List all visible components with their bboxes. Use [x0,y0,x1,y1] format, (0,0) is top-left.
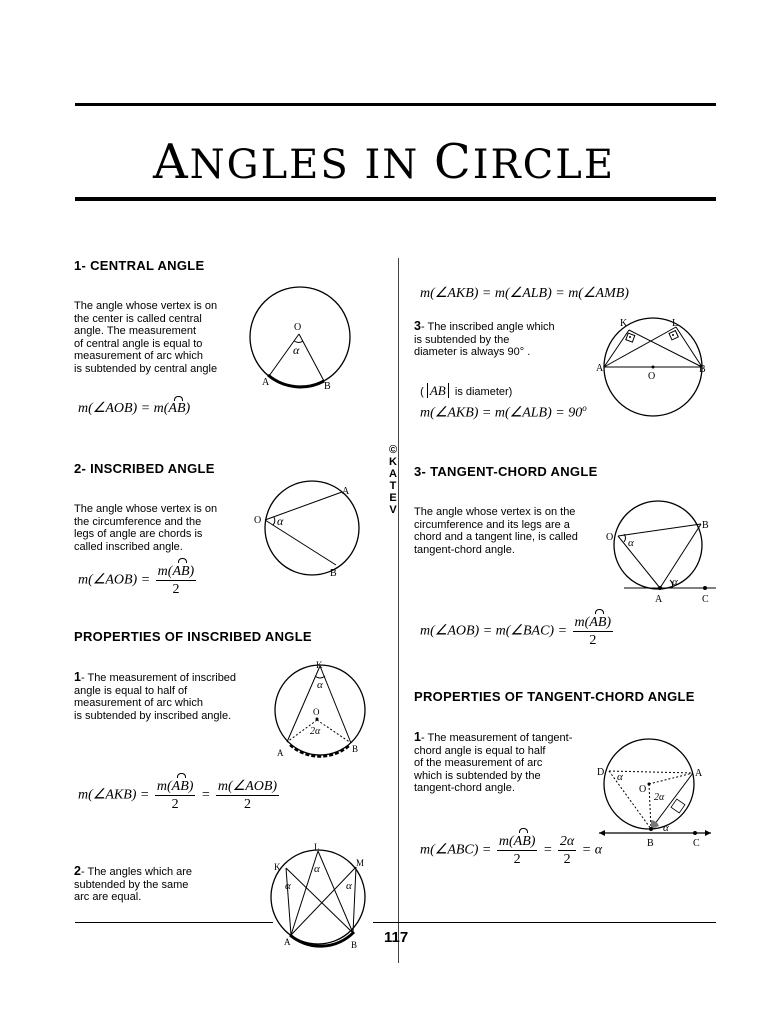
central-angle-heading: 1- CENTRAL ANGLE [74,258,205,273]
property-1-text: 1- The measurement of inscribed angle is equal to half of measurement of arc which is subtended by inscribed angle. [74,670,237,722]
copyright-vertical: © K A T E V [388,444,398,516]
inscribed-angle-heading: 2- INSCRIBED ANGLE [74,461,215,476]
top-rule [75,103,716,106]
central-angle-text: The angle whose vertex is on the center is called central angle. The measurement of central angle is equal to measurement of arc which is subtended by central angle [74,300,218,375]
central-angle-figure [240,284,360,394]
property-2-text: 2- The angles which are subtended by the same arc are equal. [74,864,193,904]
point-a-label: A [695,768,703,779]
point-k-label: K [620,318,628,329]
point-b-label: B [352,744,359,754]
tangent-chord-figure [604,500,719,608]
two-alpha-label: 2α [654,792,665,803]
inscribed-angle-figure [250,480,370,585]
diameter-figure [596,315,711,420]
tangent-property-1-text: 1- The measurement of tangent- chord angle is equal to half of the measurement of arc which is subtended by the tangent-chord angle. [414,730,573,795]
tangent-chord-heading: 3- TANGENT-CHORD ANGLE [414,464,598,479]
point-d-label: D [597,767,605,778]
alpha-label-m: α [346,880,352,892]
title-bottom-rule [75,197,716,201]
properties-tangent-chord-heading: PROPERTIES OF TANGENT-CHORD ANGLE [414,689,695,704]
footer-rule-right [373,922,716,923]
point-l-label: L [672,318,679,329]
inscribed-angle-formula: m(∠AOB) = $\frac{m(AB)}{2}$ [78,564,195,597]
alpha-label: α [293,343,300,357]
central-angle-formula: m(∠AOB) = m(AB) [78,401,191,416]
point-o-label: O [606,532,614,543]
diameter-note: ( AB is diameter) [420,382,513,398]
point-o-label: O [294,322,302,333]
tangent-chord-formula: m(∠AOB) = m(∠BAC) = $\frac{m(AB)}{2}$ [420,615,612,648]
point-c-label: C [702,594,709,605]
alpha-label-o: α [628,537,634,549]
point-b-label: B [702,520,709,531]
equal-inscribed-formula: m(∠AKB) = m(∠ALB) = m(∠AMB) [420,286,629,301]
point-k-label: K [274,862,281,872]
same-arc-angles-figure [270,842,375,950]
tangent-half-arc-figure [595,738,715,850]
page-title: ANGLES IN CIRCLE [152,134,616,190]
point-a-label: A [596,363,604,374]
point-o-label: O [313,707,320,717]
tangent-chord-text: The angle whose vertex is on the circumference and its legs are a chord and a tangent line, is called tangent-chord angle. [414,506,578,556]
properties-inscribed-heading: PROPERTIES OF INSCRIBED ANGLE [74,629,312,644]
inscribed-angle-text: The angle whose vertex is on the circumference and the legs of angle are chords is called inscribed angle. [74,503,218,553]
point-c-label: C [693,838,700,849]
tangent-property-1-formula: m(∠ABC) = $\frac{m(AB)}{2}$ = $\frac{2\alpha}{2}$ = α [420,834,603,867]
point-a-label: A [284,937,291,947]
point-b-label: B [699,364,706,375]
point-a-label: A [277,748,284,758]
point-o-label: O [254,515,262,526]
inscribed-half-arc-figure [270,660,370,760]
diameter-property-text: 3- The inscribed angle which is subtended by the diameter is always 90° . [414,319,555,359]
point-l-label: L [314,842,320,852]
point-m-label: M [356,858,365,868]
column-divider [398,258,399,963]
alpha-label: α [317,679,323,691]
point-o-label: O [648,371,656,382]
footer-rule-left [75,922,273,923]
alpha-label-a: α [672,576,678,588]
alpha-label-d: α [617,771,623,783]
alpha-label-l: α [314,863,320,875]
point-a-label: A [655,594,663,605]
page-number: 117 [384,929,409,946]
point-b-label: B [351,940,358,950]
point-a-label: A [262,377,270,388]
alpha-label-k: α [285,880,291,892]
point-o-label: O [639,784,647,795]
property-1-formula: m(∠AKB) = $\frac{m(AB)}{2}$ = $\frac{\text{m(∠AOB)}}{2}$ [78,779,278,812]
point-b-label: B [330,568,337,579]
point-b-label: B [324,381,331,392]
point-a-label: A [342,486,350,497]
point-b-label: B [647,838,654,849]
point-k-label: K [316,660,323,670]
alpha-label: α [277,514,284,528]
alpha-label-b: α [663,822,669,834]
two-alpha-label: 2α [310,726,321,737]
diameter-formula: m(∠AKB) = m(∠ALB) = $90^o$ [420,403,587,421]
